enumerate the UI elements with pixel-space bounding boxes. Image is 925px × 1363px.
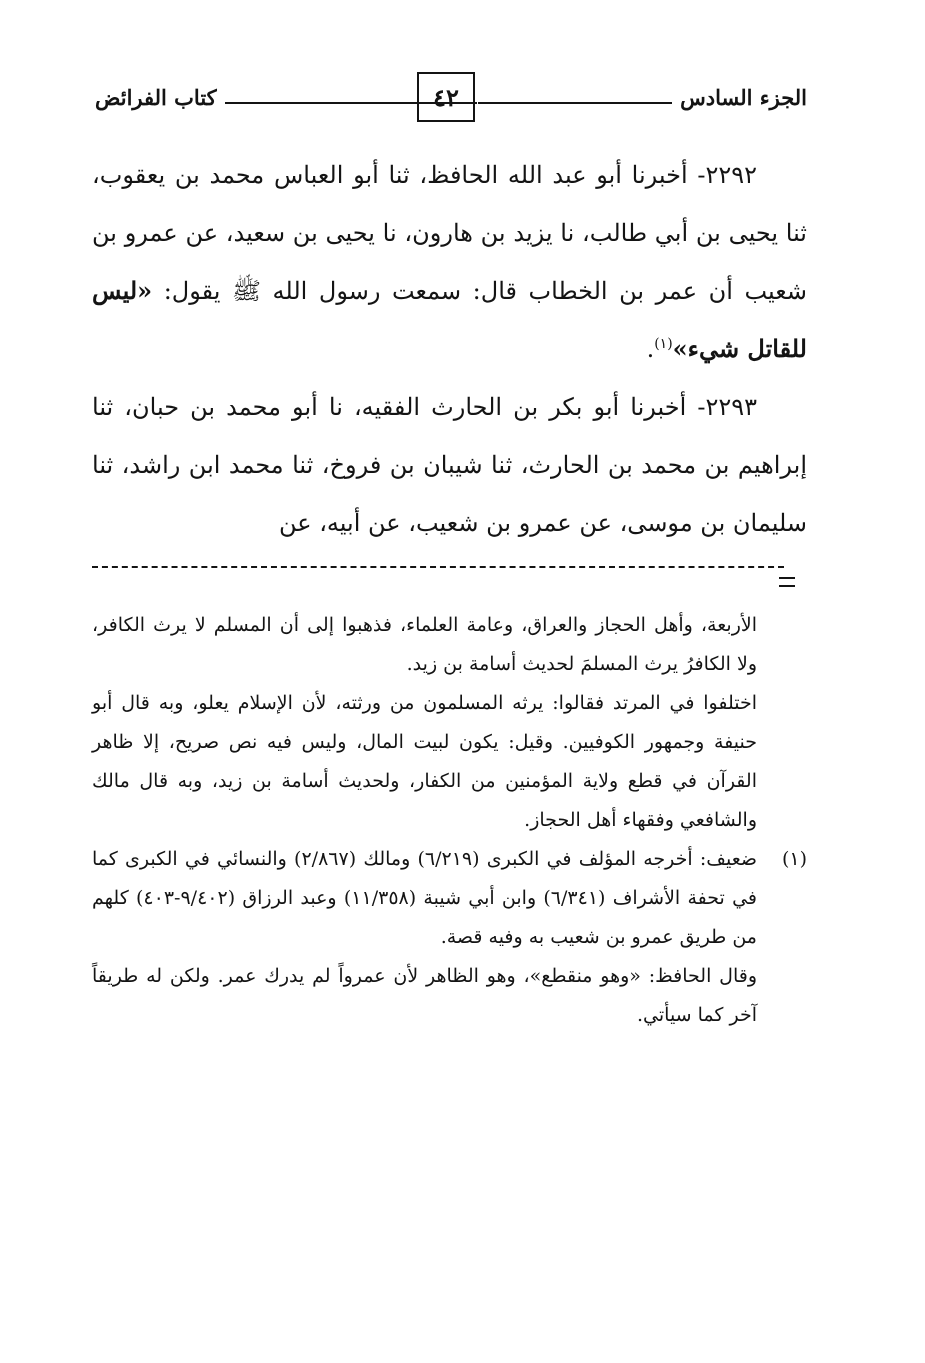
volume-title: الجزء السادس bbox=[680, 85, 807, 110]
page-number: ٤٢ bbox=[417, 72, 475, 122]
footnote-1-text: ضعيف: أخرجه المؤلف في الكبرى (٦/٢١٩) ومالك (٢/٨٦٧) والنسائي في الكبرى كما في تحفة الأشراف (٦/٣٤١) وابن أبي شيبة (١١/٣٥٨) وعبد الرزاق (٩/٤٠٢-٤٠٣) كلهم من طريق عمرو بن شعيب به وفيه قصة. bbox=[92, 848, 757, 948]
note-paragraph-apostate: اختلفوا في المرتد فقالوا: يرثه المسلمون من ورثته، لأن الإسلام يعلو، وبه قال أبو حنيفة وجمهور الكوفيين. وقيل: يكون لبيت المال، وليس فيه نص صريح، إلا ظاهر القرآن في قطع ولاية المؤمنين من الكفار، ولحديث أسامة بن زيد، وبه قال مالك والشافعي وفقهاء أهل الحجاز. bbox=[92, 692, 757, 831]
header-rule-right bbox=[478, 102, 672, 104]
footnotes bbox=[92, 606, 807, 1035]
hadith-2293: ٢٢٩٣- أخبرنا أبو بكر بن الحارث الفقيه، نا أبو محمد بن حبان، ثنا إبراهيم بن محمد بن الحارث، ثنا شيبان بن فروخ، ثنا محمد ابن راشد، ثنا سليمان بن موسى، عن عمرو بن شعيب، عن أبيه، عن bbox=[92, 393, 807, 537]
hadith-2292-text: ٢٢٩٢- أخبرنا أبو عبد الله الحافظ، ثنا أبو العباس محمد بن يعقوب، ثنا يحيى بن أبي طالب، نا يزيد بن هارون، نا يحيى بن سعيد، عن عمرو بن شعيب أن عمر بن الخطاب قال: سمعت رسول الله ﷺ يقول: bbox=[92, 161, 807, 305]
note-hafiz-comment: وقال الحافظ: «وهو منقطع»، وهو الظاهر لأن عمرواً لم يدرك عمر. ولكن له طريقاً آخر كما سيأتي. bbox=[92, 965, 757, 1026]
footnote-1 bbox=[92, 840, 807, 957]
hadith-2292-end: . bbox=[646, 335, 655, 363]
hadith-2292-quote: «ليس للقاتل شيء» bbox=[92, 276, 807, 363]
note-continuation: الأربعة، وأهل الحجاز والعراق، وعامة العلماء، فذهبوا إلى أن المسلم لا يرث الكافر، ولا الكافرُ يرث المسلمَ لحديث أسامة بن زيد. bbox=[92, 614, 757, 675]
running-header bbox=[95, 72, 807, 128]
hadith-2292 bbox=[92, 146, 807, 378]
book-title: كتاب الفرائض bbox=[95, 85, 217, 110]
notes-separator bbox=[92, 566, 784, 568]
separator-equals-mark bbox=[779, 577, 795, 587]
footnote-1-number: (١) bbox=[781, 848, 807, 870]
main-text bbox=[92, 146, 807, 552]
footnote-ref-1[interactable]: (١) bbox=[654, 336, 673, 352]
header-rule-left bbox=[225, 102, 477, 104]
